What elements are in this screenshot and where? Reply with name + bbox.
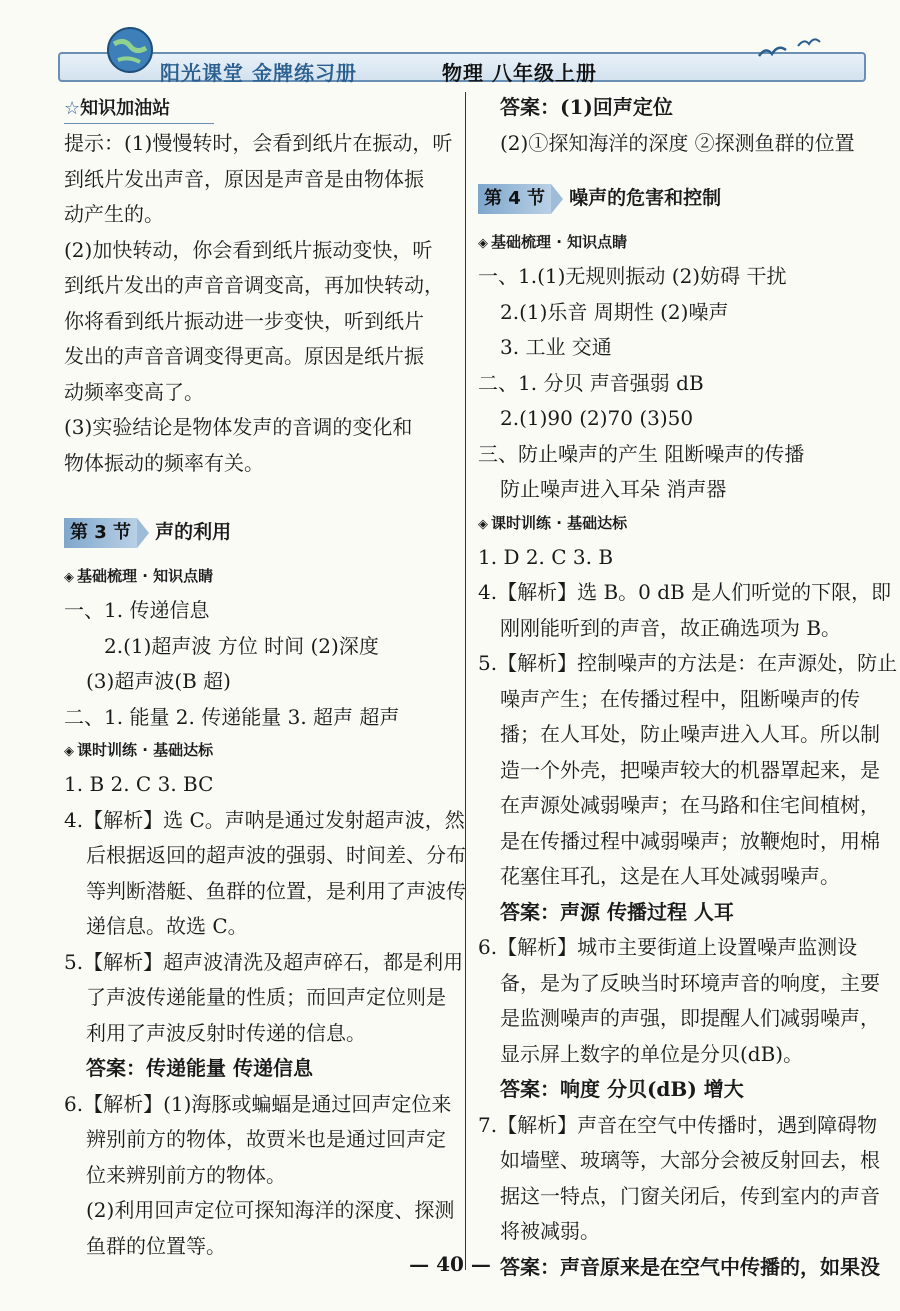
answer-line: 了声波传递能量的性质；而回声定位则是	[86, 985, 446, 1009]
diamond-icon: ◈	[64, 744, 74, 759]
answer-line: 显示屏上数字的单位是分贝(dB)。	[500, 1041, 804, 1066]
answer-line: 鱼群的位置等。	[86, 1233, 226, 1258]
answer-line: 答案：声源 传播过程 人耳	[500, 899, 734, 924]
hint-line: 到纸片发出的声音音调变高，再加快转动，	[64, 273, 444, 297]
answer-line: 1. D 2. C 3. B	[478, 544, 614, 569]
answer-line: 5.【解析】控制噪声的方法是：在声源处，防止	[478, 651, 898, 675]
answer-line: 位来辨别前方的物体。	[86, 1162, 286, 1187]
section-3-heading	[64, 517, 458, 549]
book-subject: 物理 八年级上册	[442, 61, 597, 85]
answer-line: 播；在人耳处，防止噪声进入人耳。所以制	[500, 722, 880, 746]
knowledge-station-title: 知识加油站	[80, 98, 171, 119]
answer-line: 3. 工业 交通	[500, 335, 612, 359]
page-number: — 40 —	[409, 1252, 491, 1276]
answer-line: 造一个外壳，把噪声较大的机器罩起来，是	[500, 757, 880, 782]
answer-line: 一、1. 传递信息	[64, 598, 210, 622]
birds-icon	[754, 34, 824, 64]
answer-line: 答案：(1)回声定位	[500, 95, 673, 119]
answer-line: 将被减弱。	[500, 1219, 600, 1243]
answer-line: 备，是为了反映当时环境声音的响度，主要	[500, 970, 880, 995]
answer-line: 噪声产生；在传播过程中，阻断噪声的传	[500, 686, 860, 711]
answer-line: 7.【解析】声音在空气中传播时，遇到障碍物	[478, 1112, 878, 1137]
hint-line: (3)实验结论是物体发声的音调的变化和	[64, 415, 413, 439]
hint-line: 发出的声音音调变得更高。原因是纸片振	[64, 344, 424, 368]
answer-line: 2.(1)90 (2)70 (3)50	[500, 406, 694, 430]
hint-line: 物体振动的频率有关。	[64, 450, 264, 475]
answer-line: 1. B 2. C 3. BC	[64, 772, 214, 796]
right-column	[478, 90, 898, 1285]
answer-line: 防止噪声进入耳朵 消声器	[500, 477, 727, 501]
answer-line: 是监测噪声的声强，即提醒人们减弱噪声，	[500, 1006, 880, 1030]
answer-line: 答案：响度 分贝(dB) 增大	[500, 1077, 744, 1101]
arrow-icon	[137, 518, 149, 548]
answer-line: 等判断潜艇、鱼群的位置，是利用了声波传	[86, 878, 466, 903]
answer-line: 6.【解析】城市主要街道上设置噪声监测设	[478, 935, 858, 959]
answer-line: 6.【解析】(1)海豚或蝙蝠是通过回声定位来	[64, 1091, 452, 1116]
answer-line: (2)①探知海洋的深度 ②探测鱼群的位置	[500, 130, 855, 155]
hint-line: 到纸片发出声音，原因是声音是由物体振	[64, 166, 424, 191]
answer-line: 答案：传递能量 传递信息	[86, 1056, 313, 1080]
heading-underline	[64, 123, 214, 124]
star-icon: ☆	[64, 98, 81, 119]
subsection-heading: ◈ 课时训练 · 基础达标	[478, 513, 628, 532]
section-title: 噪声的危害和控制	[569, 187, 722, 210]
section-4-heading	[478, 183, 850, 215]
knowledge-station-heading	[64, 90, 458, 126]
diamond-icon: ◈	[64, 570, 74, 585]
hint-line: 动频率变高了。	[64, 379, 204, 404]
answer-line: 2.(1)超声波 方位 时间 (2)深度	[104, 633, 379, 658]
answer-line: 4.【解析】选 B。0 dB 是人们听觉的下限，即	[478, 580, 892, 604]
hint-line: (2)加快转动，你会看到纸片振动变快，听	[64, 237, 433, 262]
answer-line: 答案：声音原来是在空气中传播的，如果没	[500, 1254, 880, 1279]
answer-line: (2)利用回声定位可探知海洋的深度、探测	[86, 1198, 455, 1222]
answer-line: 2.(1)乐音 周期性 (2)噪声	[500, 299, 729, 324]
page-header	[58, 52, 866, 85]
hint-line: 你将看到纸片振动进一步变快，听到纸片	[64, 308, 424, 333]
answer-line: 5.【解析】超声波清洗及超声碎石，都是利用	[64, 949, 464, 974]
subsection-heading: ◈ 课时训练 · 基础达标	[64, 741, 214, 759]
subsection-heading: ◈ 基础梳理 · 知识点睛	[478, 233, 628, 251]
answer-line: 辨别前方的物体，故贾米也是通过回声定	[86, 1127, 446, 1151]
answer-line: 二、1. 能量 2. 传递能量 3. 超声 超声	[64, 704, 400, 729]
answer-line: 后根据返回的超声波的强弱、时间差、分布	[86, 843, 466, 867]
answer-line: 一、1.(1)无规则振动 (2)妨碍 干扰	[478, 264, 787, 288]
left-column	[64, 90, 466, 1264]
subsection-heading: ◈ 基础梳理 · 知识点睛	[64, 567, 214, 585]
section-tag: 第 3 节	[64, 518, 137, 548]
answer-line: 二、1. 分贝 声音强弱 dB	[478, 370, 704, 395]
answer-line: 三、防止噪声的产生 阻断噪声的传播	[478, 441, 805, 466]
diamond-icon: ◈	[478, 516, 488, 532]
answer-line: 据这一特点，门窗关闭后，传到室内的声音	[500, 1183, 880, 1208]
hint-line: 动产生的。	[64, 202, 164, 226]
book-brand: 阳光课堂 金牌练习册	[160, 61, 357, 85]
column-divider	[465, 92, 466, 1270]
answer-line: 在声源处减弱噪声；在马路和住宅间植树，	[500, 793, 880, 817]
answer-line: 如墙壁、玻璃等，大部分会被反射回去，根	[500, 1148, 880, 1172]
answer-line: 刚刚能听到的声音，故正确选项为 B。	[500, 615, 842, 640]
answer-line: (3)超声波(B 超)	[86, 669, 231, 693]
globe-mascot-icon	[100, 20, 160, 80]
answer-line: 是在传播过程中减弱噪声；放鞭炮时，用棉	[500, 828, 880, 853]
arrow-icon	[551, 184, 563, 214]
diamond-icon: ◈	[478, 236, 488, 251]
section-title: 声的利用	[155, 521, 232, 544]
answer-line: 4.【解析】选 C。声呐是通过发射超声波，然	[64, 807, 465, 832]
answer-line: 花塞住耳孔，这是在人耳处减弱噪声。	[500, 864, 840, 888]
answer-line: 递信息。故选 C。	[86, 914, 248, 938]
section-tag: 第 4 节	[478, 184, 551, 214]
hint-line: 提示：(1)慢慢转时，会看到纸片在振动，听	[64, 131, 453, 155]
answer-line: 利用了声波反射时传递的信息。	[86, 1020, 366, 1045]
